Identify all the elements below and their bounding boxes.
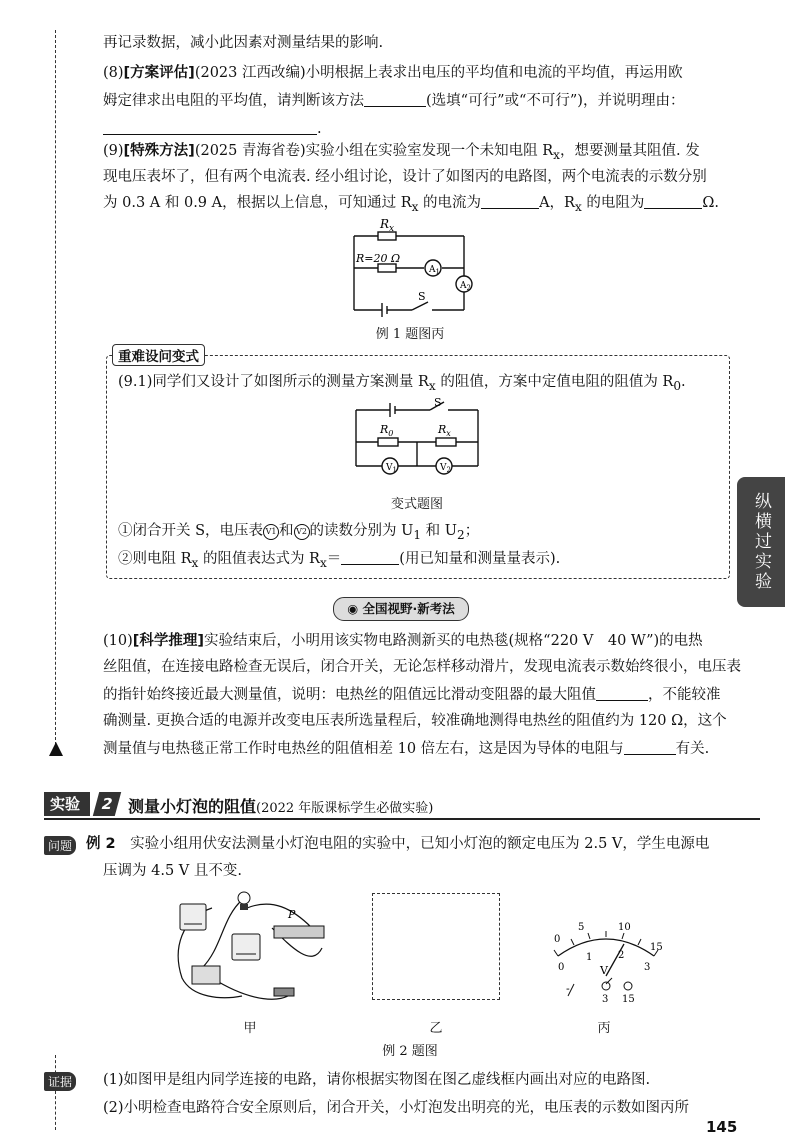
svg-text:-: - [566,982,570,995]
figure-caption: 例 1 题图丙 [375,327,445,342]
q9-line-1: (9)[特殊方法](2025 青海省卷)实验小组在实验室发现一个未知电阻 $R_x$，想要测量其阻值. 发 [103,143,700,162]
q10-tag: [科学推理] [132,633,205,649]
evidence-q1: (1)如图甲是组内同学连接的电路，请你根据实物图在图乙虚线框内画出对应的电路图. [103,1072,651,1088]
step-1: ①闭合开关 S，电压表 V1 和 V2 的读数分别为 $U_1$ 和 $U_2$； [118,523,480,542]
voltmeter-v1-icon: V1 [263,524,279,540]
label-yi: 乙 [429,1021,443,1036]
empty-diagram-box-yi[interactable] [372,893,500,1000]
answer-blank[interactable] [624,740,676,755]
example-label: 例 2 [86,836,116,852]
experiment-title: 测量小灯泡的阻值(2022 年版课标学生必做实验) [128,797,434,816]
r0-label: $R_0$ [380,423,394,438]
circuit-figure-bing [340,212,480,320]
label-jia: 甲 [243,1021,257,1036]
q8-line-2: 姆定律求出电阻的平均值，请判断该方法 (选填“可行”或“不可行”)，并说明理由： [103,93,685,109]
left-margin-rule [55,30,56,750]
q8-tag: [方案评估] [123,65,195,81]
svg-text:1: 1 [586,952,593,963]
rx-label: $R_x$ [380,217,395,234]
experiment-number: 2 [93,792,121,816]
evidence-q2: (2)小明检查电路符合安全原则后，闭合开关，小灯泡发出明亮的光，电压表的示数如图丙所 [103,1100,690,1116]
q10-line-3: 的指针始终接近最大测量值，说明：电热丝的阻值远比滑动变阻器的最大阻值 ，不能较准 [103,687,721,703]
answer-blank[interactable] [596,686,648,701]
figure-caption-2: 例 2 题图 [382,1044,438,1059]
switch-label: S [434,396,442,409]
ammeter-a2: $A_2$ [460,281,471,292]
svg-text:0: 0 [558,962,565,973]
svg-text:3: 3 [602,994,609,1005]
step-2: ②则电阻 $R_x$ 的阻值表达式为 $R_x=$ (用已知量和测量量表示). [118,551,561,570]
answer-blank[interactable] [481,194,539,209]
q9-tag: [特殊方法] [123,143,195,159]
variant-caption: 变式题图 [390,497,443,512]
eye-icon: ◉ [347,601,359,616]
text-line: 再记录数据，减小此因素对测量结果的影响. [103,35,384,51]
page-number: 145 [706,1118,738,1136]
variant-box-label: 重难设问变式 [112,344,205,366]
svg-text:2: 2 [618,950,625,961]
r-label: R=20 Ω [356,252,401,265]
voltmeter-v2: $V_2$ [440,463,451,474]
svg-text:3: 3 [644,962,651,973]
experiment-tab: 实验 [44,792,90,816]
switch-label: S [418,290,426,303]
voltmeter-v1: $V_1$ [386,463,397,474]
svg-text:10: 10 [618,922,631,933]
q10-line-4: 确测量. 更换合适的电源并改变电压表所选量程后，较准确地测得电热丝的阻值约为 120 Ω，这个 [103,713,727,729]
voltmeter-dial-bing [540,914,670,1010]
q9-line-3: 为 0.3 A 和 0.9 A，根据以上信息，可知通过 $R_x$ 的电流为 A，$R_x$ 的电阻为 Ω. [103,195,720,214]
svg-text:V: V [600,964,608,977]
q10-line-2: 丝阻值，在连接电路检查无误后，闭合开关，无论怎样移动滑片，发现电流表示数始终很小，电压表 [103,659,741,675]
svg-text:5: 5 [578,922,585,933]
side-tab[interactable]: 纵横过实验 [737,477,785,607]
answer-blank[interactable] [364,92,426,107]
answer-blank[interactable] [644,194,702,209]
section-pill: ◉ 全国视野·新考法 [333,597,469,621]
q8-line-3: . [103,119,322,139]
q9-line-2: 现电压表坏了，但有两个电流表. 经小组讨论，设计了如图丙的电路图，两个电流表的示数分别 [103,169,707,185]
answer-blank[interactable] [341,550,399,565]
svg-text:0: 0 [554,934,561,945]
q91-line: (9.1)同学们又设计了如图所示的测量方案测量 $R_x$ 的阻值，方案中定值电阻的阻值为 $R_0$. [118,374,686,393]
svg-text:15: 15 [622,994,635,1005]
rule-arrow [49,742,63,756]
q8-line-1: (8)[方案评估](2023 江西改编)小明根据上表求出电压的平均值和电流的平均值，再运用欧 [103,65,683,81]
experiment-2-header [44,792,760,820]
rx-label: $R_x$ [438,423,451,438]
slider-label: P [288,908,296,921]
ex2-line-2: 压调为 4.5 V 且不变. [103,863,242,879]
answer-blank[interactable] [103,120,317,135]
variant-circuit-figure [350,396,484,488]
q10-line-1: (10)[科学推理]实验结束后，小明用该实物电路测新买的电热毯(规格“220 V 40 W”)的电热 [103,633,703,649]
evidence-badge: 证据 [44,1072,76,1091]
left-margin-rule-bottom [55,1055,56,1130]
label-bing: 丙 [597,1021,611,1036]
physical-circuit-jia [162,888,334,1010]
svg-text:15: 15 [650,942,663,953]
ammeter-a1: $A_1$ [429,265,440,276]
ex2-line-1: 例 2 实验小组用伏安法测量小灯泡电阻的实验中，已知小灯泡的额定电压为 2.5 V，学生电源电 [86,836,710,852]
voltmeter-v2-icon: V2 [294,524,310,540]
question-badge: 问题 [44,836,76,855]
q10-line-5: 测量值与电热毯正常工作时电热丝的阻值相差 10 倍左右，这是因为导体的电阻与 有关. [103,741,710,757]
